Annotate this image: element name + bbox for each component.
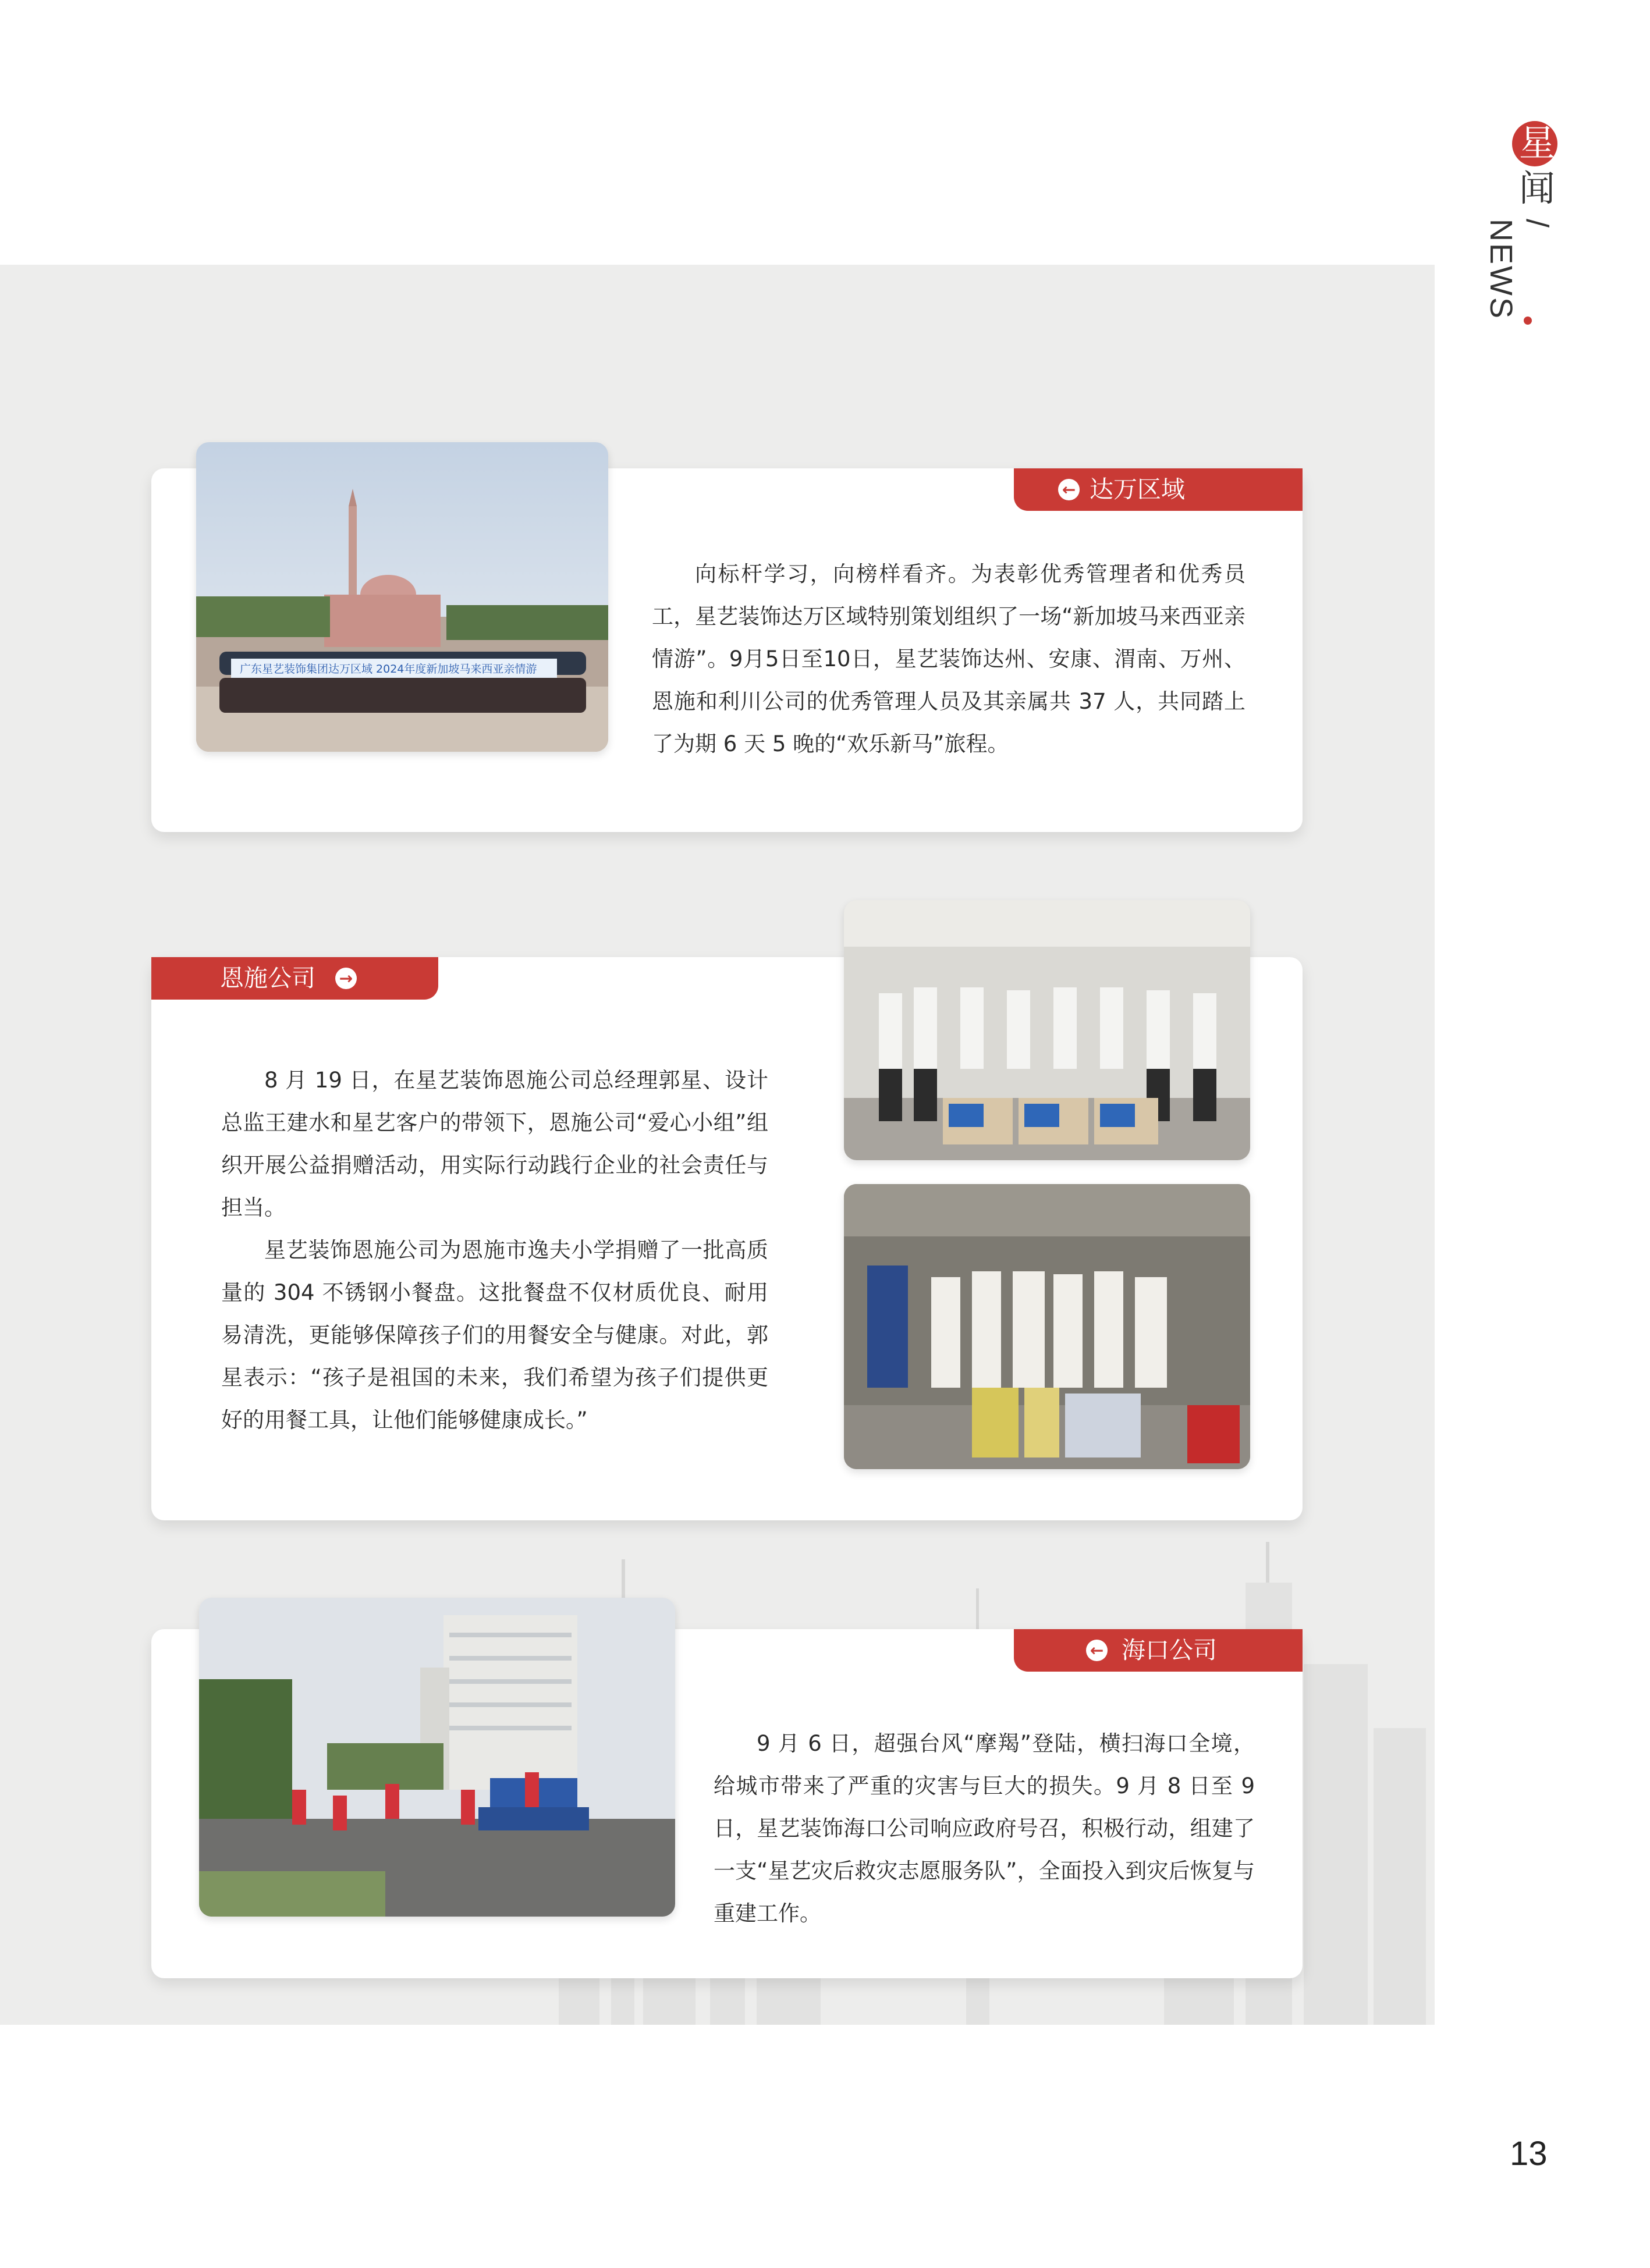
photo-donation-room: [844, 1184, 1250, 1469]
section-title-char-2: 闻: [1519, 167, 1556, 209]
article-paragraph: 8 月 19 日，在星艺装饰恩施公司总经理郭星、设计总监王建水和星艺客户的带领下，恩施公司“爱心小组”组织开展公益捐赠活动，用实际行动践行企业的社会责任与担当。: [221, 1068, 768, 1220]
photo-donation-hall: [844, 900, 1250, 1160]
article-tag-label: 海口公司: [1122, 1636, 1217, 1664]
article-paragraph: 星艺装饰恩施公司为恩施市逸夫小学捐赠了一批高质量的 304 不锈钢小餐盘。这批餐盘不仅材质优良、耐用易清洗，更能够保障孩子们的用餐安全与健康。对此，郭星表示：“孩子是祖国的未来，我们希望为孩子们提供更好的用餐工具，让他们能够健康成长。”: [221, 1238, 768, 1432]
article-tag-dawan: [1014, 468, 1303, 511]
article-tag-label: 恩施公司: [220, 964, 315, 992]
arrow-right-icon: →: [335, 968, 357, 989]
photo-banner-text: 广东星艺装饰集团达万区域 2024年度新加坡马来西亚亲情游: [240, 663, 537, 676]
photo-group-mosque: [196, 442, 608, 752]
article-paragraph: 向标杆学习，向榜样看齐。为表彰优秀管理者和优秀员工，星艺装饰达万区域特别策划组织了一场“新加坡马来西亚亲情游”。9月5日至10日，星艺装饰达州、安康、渭南、万州、恩施和利川公司的优秀管理人员及其亲属共 37 人，共同踏上了为期 6 天 5 晚的“欢乐新马”旅程。: [652, 561, 1246, 756]
section-title-english: / NEWS: [1484, 219, 1555, 320]
article-tag-label: 达万区域: [1090, 475, 1185, 503]
article-paragraph: 9 月 6 日，超强台风“摩羯”登陆，横扫海口全境，给城市带来了严重的灾害与巨大的损失。9 月 8 日至 9 日，星艺装饰海口公司响应政府号召，积极行动，组建了一支“星艺灾后救灾志愿服务队”，全面投入到灾后恢复与重建工作。: [714, 1731, 1255, 1926]
article-tag-enshi: [151, 957, 438, 1000]
page-number: 13: [1510, 2135, 1548, 2173]
arrow-left-icon: ←: [1058, 479, 1080, 500]
photo-typhoon-cleanup: [199, 1598, 675, 1917]
article-tag-haikou: [1014, 1629, 1303, 1672]
accent-dot: [1524, 317, 1532, 325]
section-title-char-1: 星: [1519, 122, 1556, 164]
arrow-left-icon: ←: [1086, 1640, 1108, 1661]
